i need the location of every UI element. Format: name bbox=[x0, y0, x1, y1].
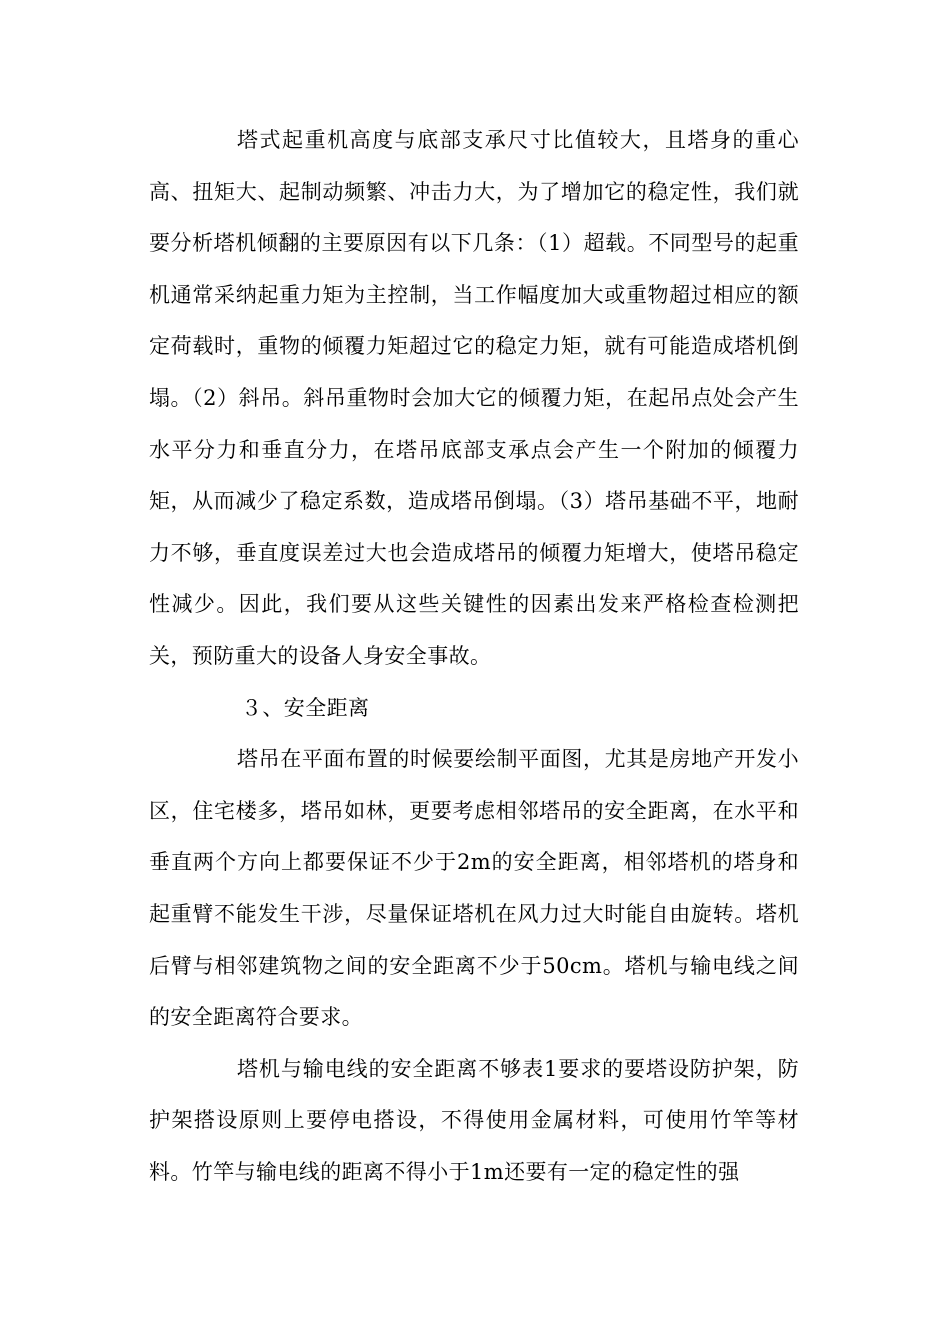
paragraph-tower-crane-overturn: 塔式起重机高度与底部支承尺寸比值较大，且塔身的重心高、扭矩大、起制动频繁、冲击力大，为了增加它的稳定性，我们就要分析塔机倾翻的主要原因有以下几条：（1）超载。不同型号的起重机通常采纳起重力矩为主控制，当工作幅度加大或重物超过相应的额定荷载时，重物的倾覆力矩超过它的稳定力矩，就有可能造成塔机倒塌。（2）斜吊。斜吊重物时会加大它的倾覆力矩，在起吊点处会产生水平分力和垂直分力，在塔吊底部支承点会产生一个附加的倾覆力矩，从而减少了稳定系数，造成塔吊倒塌。（3）塔吊基础不平，地耐力不够，垂直度误差过大也会造成塔吊的倾覆力矩增大，使塔吊稳定性减少。因此，我们要从这些关键性的因素出发来严格检查检测把关，预防重大的设备人身安全事故。 bbox=[149, 128, 799, 668]
paragraph-safety-distance: 塔吊在平面布置的时候要绘制平面图，尤其是房地产开发小区，住宅楼多，塔吊如林，更要考虑相邻塔吊的安全距离，在水平和垂直两个方向上都要保证不少于2m的安全距离，相邻塔机的塔身和起重臂不能发生干涉，尽量保证塔机在风力过大时能自由旋转。塔机后臂与相邻建筑物之间的安全距离不少于50cm。塔机与输电线之间的安全距离符合要求。 bbox=[149, 747, 799, 1030]
section-heading-safety-distance: ３、安全距离 bbox=[241, 695, 370, 720]
document-body bbox=[149, 115, 799, 1198]
paragraph-power-line-protection: 塔机与输电线的安全距离不够表1要求的要塔设防护架，防护架搭设原则上要停电搭设，不得使用金属材料，可使用竹竿等材料。竹竿与输电线的距离不得小于1m还要有一定的稳定性的强 bbox=[149, 1056, 799, 1184]
